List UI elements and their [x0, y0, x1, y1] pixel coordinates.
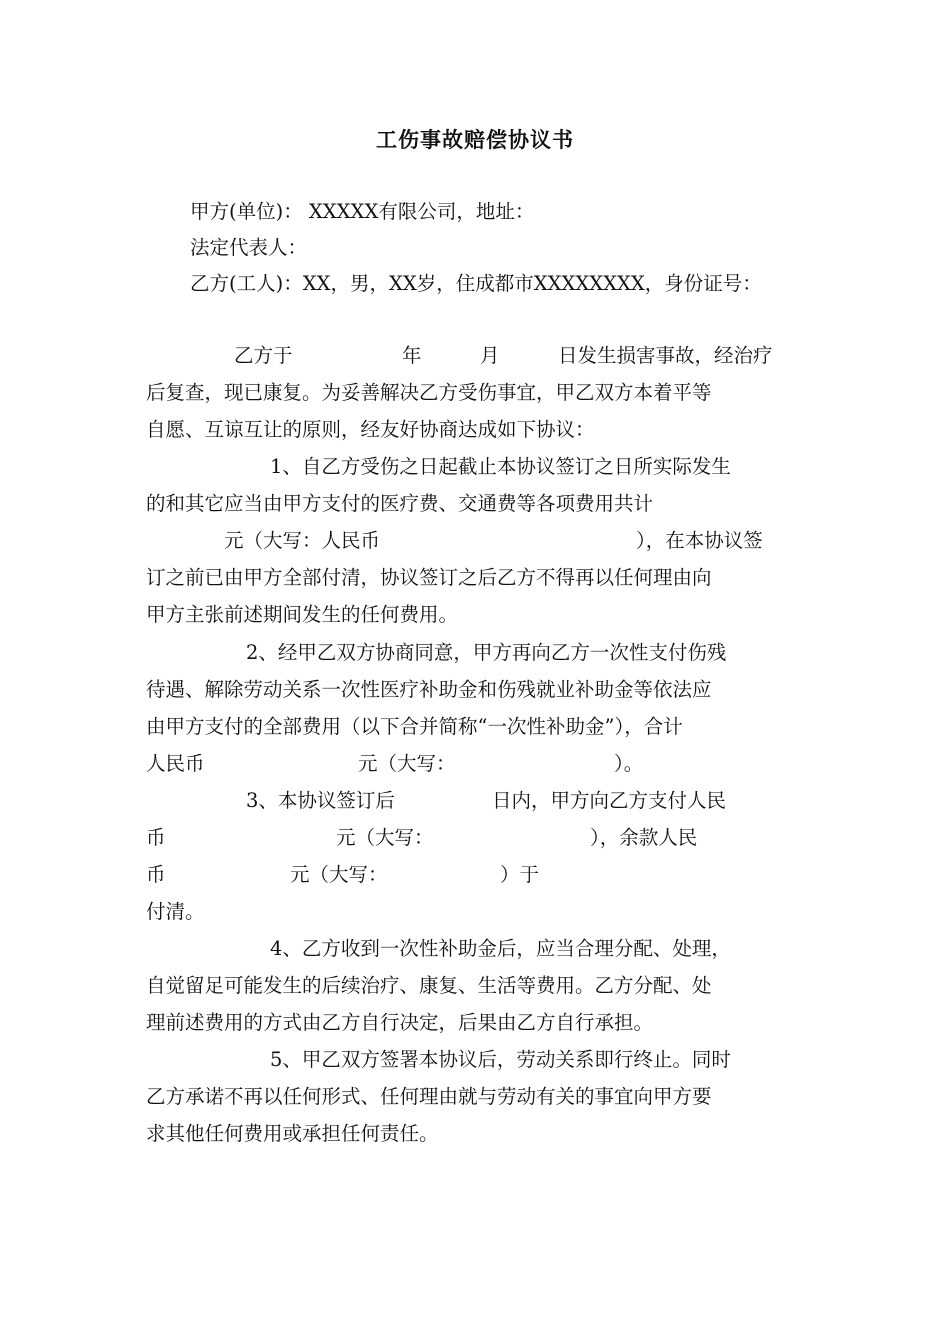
intro-line-2: 后复查，现已康复。为妥善解决乙方受伤事宜，甲乙双方本着平等 — [146, 381, 712, 404]
clause-5-line-1: 5、甲乙双方签署本协议后，劳动关系即行终止。同时 — [270, 1048, 731, 1071]
intro-text: 乙方于 — [234, 344, 293, 367]
party-b-line: 乙方(工人)：XX，男，XX岁，住成都市XXXXXXXX，身份证号： — [190, 272, 762, 295]
clause-3-line-3 — [0, 863, 950, 887]
clause-2-amount-close: ）。 — [614, 752, 644, 775]
clause-3-amount-2-close: ）于 — [500, 863, 540, 886]
clause-3-amount-1-text: 元（大写： — [336, 826, 434, 849]
clause-3-amount-2-text: 元（大写： — [290, 863, 388, 886]
clause-1-line-5: 甲方主张前述期间发生的任何费用。 — [146, 603, 459, 626]
intro-line-3: 自愿、互谅互让的原则，经友好协商达成如下协议： — [146, 418, 595, 441]
clause-3-currency-1: 币 — [146, 826, 166, 849]
clause-5-line-2: 乙方承诺不再以任何形式、任何理由就与劳动有关的事宜向甲方要 — [146, 1085, 712, 1108]
clause-1-line-3 — [0, 529, 950, 553]
clause-3-text: 3、本协议签订后 — [246, 789, 395, 812]
document-title: 工伤事故赔偿协议书 — [376, 128, 574, 152]
clause-3-line-1 — [0, 789, 950, 813]
legal-representative-line: 法定代表人： — [190, 236, 308, 259]
clause-2-line-3: 由甲方支付的全部费用（以下合并简称“一次性补助金”），合计 — [146, 715, 683, 738]
intro-line-1 — [0, 344, 950, 368]
clause-4-line-1: 4、乙方收到一次性补助金后，应当合理分配、处理， — [270, 937, 731, 960]
clause-1-line-2: 的和其它应当由甲方支付的医疗费、交通费等各项费用共计 — [146, 492, 654, 515]
clause-1-amount-text: 元（大写：人民币 — [224, 529, 381, 552]
clause-2-line-2: 待遇、解除劳动关系一次性医疗补助金和伤残就业补助金等依法应 — [146, 678, 712, 701]
clause-2-currency: 人民币 — [146, 752, 205, 775]
clause-3-line-2 — [0, 826, 950, 850]
clause-3-currency-2: 币 — [146, 863, 166, 886]
clause-4-line-2: 自觉留足可能发生的后续治疗、康复、生活等费用。乙方分配、处 — [146, 974, 712, 997]
clause-1-line-4: 订之前已由甲方全部付清，协议签订之后乙方不得再以任何理由向 — [146, 566, 712, 589]
party-a-line: 甲方(单位)： XXXXX有限公司，地址： — [190, 200, 535, 223]
clause-3-balance-text: ），余款人民 — [590, 826, 698, 849]
clause-2-amount-text: 元（大写： — [358, 752, 456, 775]
clause-1-amount-close: ），在本协议签 — [636, 529, 763, 552]
clause-3-line-4: 付清。 — [146, 900, 205, 923]
clause-3-days-text: 日内，甲方向乙方支付人民 — [492, 789, 727, 812]
intro-year: 年 — [402, 344, 422, 367]
clause-2-line-4 — [0, 752, 950, 776]
clause-2-line-1: 2、经甲乙双方协商同意，甲方再向乙方一次性支付伤残 — [246, 641, 727, 664]
clause-4-line-3: 理前述费用的方式由乙方自行决定，后果由乙方自行承担。 — [146, 1011, 654, 1034]
intro-day-text: 日发生损害事故，经治疗 — [558, 344, 773, 367]
clause-5-line-3: 求其他任何费用或承担任何责任。 — [146, 1122, 439, 1145]
clause-1-line-1: 1、自乙方受伤之日起截止本协议签订之日所实际发生 — [270, 455, 731, 478]
intro-month: 月 — [480, 344, 500, 367]
